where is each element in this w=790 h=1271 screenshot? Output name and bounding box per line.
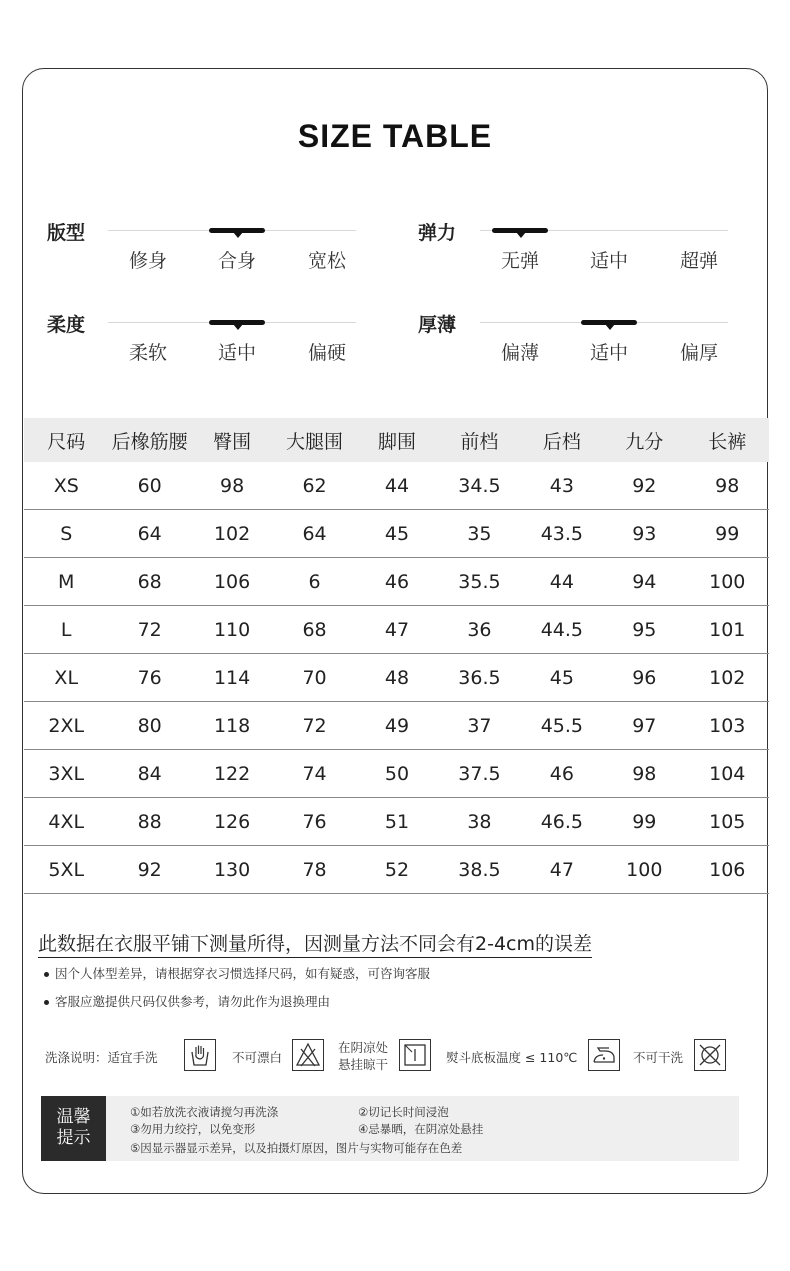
- washing-label: [338, 1039, 388, 1073]
- table-cell: XS: [24, 462, 108, 510]
- table-header-cell: 后档: [521, 418, 603, 462]
- attribute-option: 适中: [589, 342, 628, 364]
- attribute-label: 弹力: [418, 222, 457, 244]
- table-cell: 110: [191, 606, 273, 654]
- table-cell: 103: [686, 702, 769, 750]
- table-header-cell: 后橡筋腰: [108, 418, 190, 462]
- table-cell: 74: [273, 750, 355, 798]
- table-cell: 102: [686, 654, 769, 702]
- table-cell: 52: [356, 846, 438, 894]
- measurement-note: 此数据在衣服平铺下测量所得，因测量方法不同会有2-4cm的误差: [38, 929, 592, 958]
- table-cell: 3XL: [24, 750, 108, 798]
- table-header-cell: 大腿围: [273, 418, 355, 462]
- note-item: [44, 992, 330, 1010]
- no-dry-clean-icon: [694, 1039, 726, 1071]
- attribute-option: 偏薄: [500, 342, 539, 364]
- table-header-cell: 尺码: [24, 418, 108, 462]
- note-text: 客服应邀提供尺码仅供参考，请勿此作为退换理由: [55, 994, 331, 1009]
- line-dry-shade-icon: [399, 1039, 431, 1071]
- table-cell: 106: [191, 558, 273, 606]
- table-cell: 47: [521, 846, 603, 894]
- table-row: [24, 654, 769, 702]
- table-cell: 6: [273, 558, 355, 606]
- table-cell: 100: [603, 846, 685, 894]
- table-cell: 126: [191, 798, 273, 846]
- tip-item: ②切记长时间浸泡: [358, 1105, 449, 1119]
- tip-item: ⑤因显示器显示差异，以及拍摄灯原因，图片与实物可能存在色差: [130, 1141, 463, 1155]
- attribute-option: 偏硬: [307, 342, 346, 364]
- iron-low-icon: [588, 1039, 620, 1071]
- table-cell: 48: [356, 654, 438, 702]
- tips-label-line1: 温馨: [56, 1107, 91, 1127]
- table-cell: 38: [438, 798, 520, 846]
- table-cell: 50: [356, 750, 438, 798]
- table-cell: 94: [603, 558, 685, 606]
- tip-item: ④忌暴晒，在阴凉处悬挂: [358, 1122, 484, 1136]
- table-cell: 97: [603, 702, 685, 750]
- table-cell: 118: [191, 702, 273, 750]
- table-cell: 106: [686, 846, 769, 894]
- table-cell: 114: [191, 654, 273, 702]
- table-cell: 47: [356, 606, 438, 654]
- table-header-cell: 九分: [603, 418, 685, 462]
- table-cell: 44: [356, 462, 438, 510]
- table-header-cell: 脚围: [356, 418, 438, 462]
- table-cell: 64: [273, 510, 355, 558]
- attribute-option: 柔软: [128, 342, 167, 364]
- table-header-cell: 前档: [438, 418, 520, 462]
- washing-title-text: 洗涤说明：: [45, 1050, 108, 1065]
- bullet-icon: [44, 1000, 49, 1005]
- attribute-label: 版型: [47, 222, 86, 244]
- table-cell: 64: [108, 510, 190, 558]
- tip-item: ③勿用力绞拧，以免变形: [130, 1122, 256, 1136]
- no-bleach-icon: [292, 1039, 324, 1071]
- table-cell: L: [24, 606, 108, 654]
- table-header-row: [24, 418, 769, 462]
- attribute-selected-marker: [581, 320, 637, 325]
- table-cell: 98: [191, 462, 273, 510]
- table-cell: 96: [603, 654, 685, 702]
- table-cell: 49: [356, 702, 438, 750]
- table-cell: 122: [191, 750, 273, 798]
- attribute-selected-marker: [492, 228, 548, 233]
- table-cell: 62: [273, 462, 355, 510]
- table-cell: 37.5: [438, 750, 520, 798]
- table-cell: 105: [686, 798, 769, 846]
- table-cell: 35.5: [438, 558, 520, 606]
- tips-label-line2: 提示: [56, 1128, 91, 1148]
- table-cell: 84: [108, 750, 190, 798]
- table-row: [24, 510, 769, 558]
- hand-wash-icon: [184, 1039, 216, 1071]
- attribute-option: 超弹: [679, 250, 718, 272]
- table-cell: 104: [686, 750, 769, 798]
- table-cell: 37: [438, 702, 520, 750]
- table-cell: 34.5: [438, 462, 520, 510]
- table-cell: XL: [24, 654, 108, 702]
- table-cell: 101: [686, 606, 769, 654]
- table-cell: 76: [108, 654, 190, 702]
- table-cell: 68: [273, 606, 355, 654]
- table-cell: 78: [273, 846, 355, 894]
- washing-label: 适宜手洗: [107, 1050, 158, 1065]
- washing-label: 不可漂白: [232, 1050, 283, 1065]
- attribute-option: 无弹: [500, 250, 539, 272]
- table-cell: 35: [438, 510, 520, 558]
- table-cell: 98: [603, 750, 685, 798]
- attribute-option: 合身: [217, 250, 256, 272]
- tip-item: ①如若放洗衣液请搅匀再洗涤: [130, 1105, 279, 1119]
- table-cell: 44.5: [521, 606, 603, 654]
- table-cell: 2XL: [24, 702, 108, 750]
- attribute-option: 适中: [589, 250, 628, 272]
- attribute-label: 柔度: [47, 314, 86, 336]
- table-cell: 46: [356, 558, 438, 606]
- table-row: [24, 750, 769, 798]
- washing-label: 不可干洗: [633, 1050, 684, 1065]
- washing-title: [45, 1048, 158, 1066]
- table-cell: 36: [438, 606, 520, 654]
- table-cell: 100: [686, 558, 769, 606]
- table-cell: S: [24, 510, 108, 558]
- table-cell: 60: [108, 462, 190, 510]
- page-title: SIZE TABLE: [297, 118, 493, 154]
- table-cell: 76: [273, 798, 355, 846]
- table-cell: 72: [108, 606, 190, 654]
- washing-label: 熨斗底板温度 ≤ 110℃: [446, 1050, 578, 1065]
- table-row: [24, 798, 769, 846]
- table-cell: 45: [521, 654, 603, 702]
- table-cell: 80: [108, 702, 190, 750]
- table-cell: 92: [108, 846, 190, 894]
- table-cell: 43.5: [521, 510, 603, 558]
- table-cell: 46.5: [521, 798, 603, 846]
- tips-label: [41, 1096, 106, 1161]
- attribute-option: 偏厚: [679, 342, 718, 364]
- table-cell: 38.5: [438, 846, 520, 894]
- attribute-option: 宽松: [307, 250, 346, 272]
- table-cell: 5XL: [24, 846, 108, 894]
- bullet-icon: [44, 972, 49, 977]
- table-cell: 98: [686, 462, 769, 510]
- washing-label-line2: 悬挂晾干: [338, 1057, 389, 1072]
- table-cell: 99: [603, 798, 685, 846]
- attribute-selected-marker: [209, 228, 265, 233]
- note-item: [44, 964, 430, 982]
- table-cell: 88: [108, 798, 190, 846]
- size-table: [24, 418, 769, 894]
- table-cell: 46: [521, 750, 603, 798]
- table-cell: 130: [191, 846, 273, 894]
- table-cell: 36.5: [438, 654, 520, 702]
- note-text: 因个人体型差异，请根据穿衣习惯选择尺码，如有疑惑，可咨询客服: [55, 966, 431, 981]
- table-cell: 95: [603, 606, 685, 654]
- table-row: [24, 702, 769, 750]
- attribute-selected-marker: [209, 320, 265, 325]
- table-cell: M: [24, 558, 108, 606]
- table-row: [24, 462, 769, 510]
- table-cell: 70: [273, 654, 355, 702]
- table-cell: 92: [603, 462, 685, 510]
- attribute-label: 厚薄: [418, 314, 457, 336]
- table-cell: 68: [108, 558, 190, 606]
- table-cell: 102: [191, 510, 273, 558]
- table-cell: 43: [521, 462, 603, 510]
- table-row: [24, 846, 769, 894]
- table-header-cell: 长裤: [686, 418, 769, 462]
- table-cell: 51: [356, 798, 438, 846]
- table-cell: 45.5: [521, 702, 603, 750]
- table-header-cell: 臀围: [191, 418, 273, 462]
- attribute-option: 修身: [128, 250, 167, 272]
- table-cell: 72: [273, 702, 355, 750]
- table-cell: 45: [356, 510, 438, 558]
- attribute-option: 适中: [217, 342, 256, 364]
- table-cell: 99: [686, 510, 769, 558]
- table-row: [24, 558, 769, 606]
- table-row: [24, 606, 769, 654]
- table-cell: 4XL: [24, 798, 108, 846]
- table-body: [24, 462, 769, 894]
- washing-label-line1: 在阴凉处: [338, 1040, 389, 1055]
- table-cell: 44: [521, 558, 603, 606]
- table-cell: 93: [603, 510, 685, 558]
